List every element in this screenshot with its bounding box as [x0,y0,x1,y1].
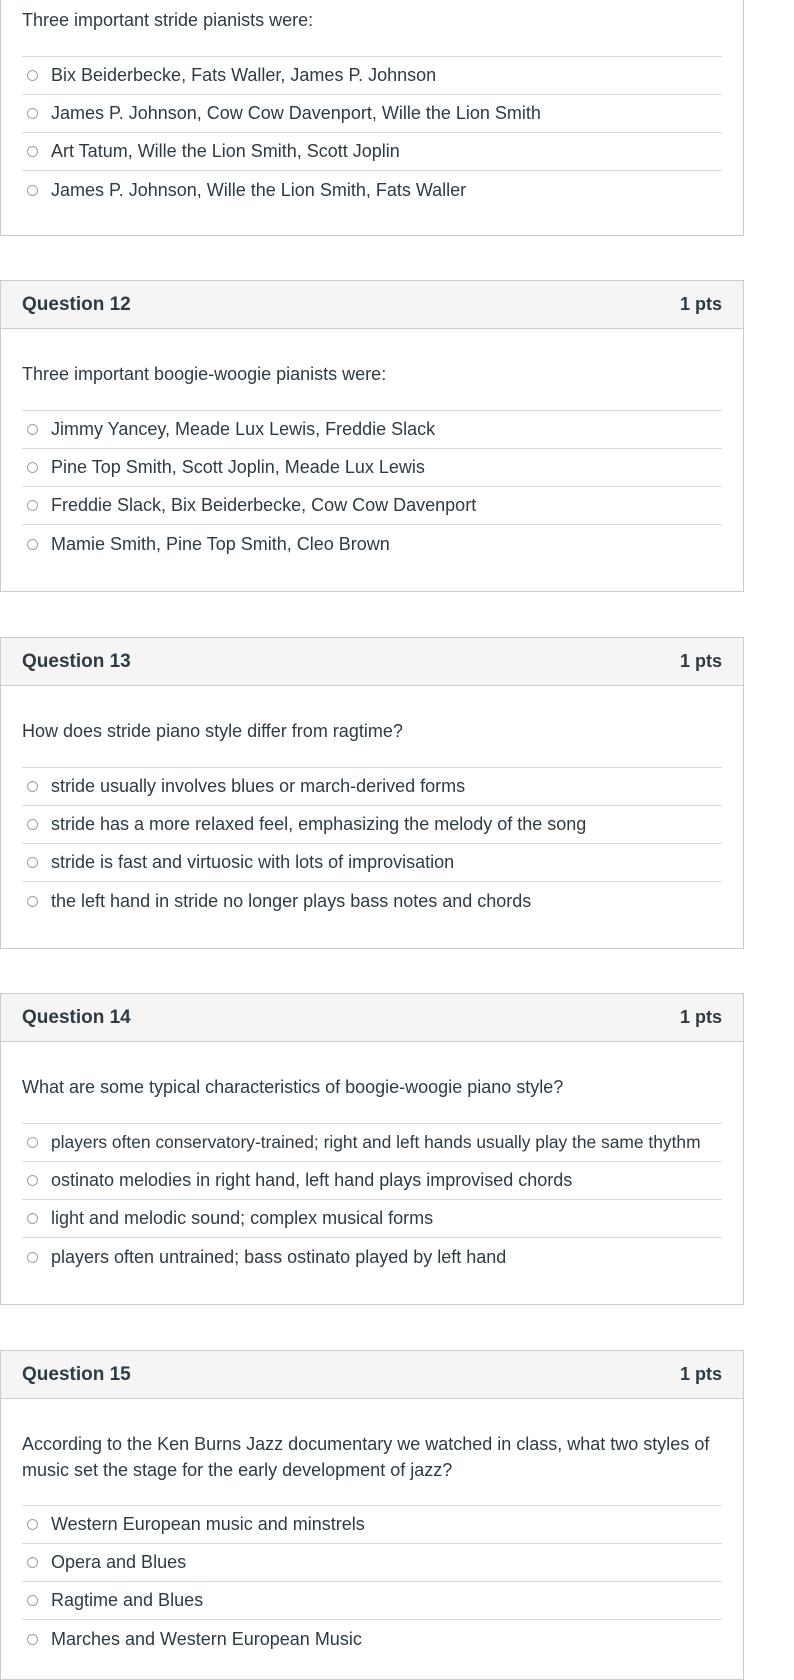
answer-label: Pine Top Smith, Scott Joplin, Meade Lux Lewis [51,457,425,477]
answer-list [22,410,722,563]
radio-button[interactable] [27,70,38,81]
answer-option[interactable] [22,57,722,95]
answer-option[interactable] [22,133,722,171]
question-points: 1 pts [679,651,722,671]
answer-label: Ragtime and Blues [51,1590,204,1610]
answer-label: Art Tatum, Wille the Lion Smith, Scott Joplin [51,141,400,161]
question-header [1,281,743,329]
radio-button[interactable] [27,896,38,907]
answer-option[interactable] [22,1582,722,1620]
answer-option[interactable] [22,525,722,563]
radio-button[interactable] [27,1175,38,1186]
answer-label: Western European music and minstrels [51,1514,365,1534]
answer-option[interactable] [22,411,722,449]
answer-option[interactable] [22,768,722,806]
question-text: Three important stride pianists were: [22,10,314,30]
answer-option[interactable] [22,1200,722,1238]
answer-option[interactable] [22,1238,722,1276]
answer-list [22,1505,722,1658]
question-card-13 [0,637,744,949]
radio-button[interactable] [27,539,38,550]
question-text: According to the Ken Burns Jazz documentary we watched in class, what two styles of music set the stage for the early development of jazz? [22,1434,710,1480]
answer-label: stride is fast and virtuosic with lots of improvisation [51,852,455,872]
answer-option[interactable] [22,171,722,209]
radio-button[interactable] [27,857,38,868]
radio-button[interactable] [27,500,38,511]
answer-list [22,767,722,920]
answer-label: stride usually involves blues or march-derived forms [51,776,466,796]
answer-option[interactable] [22,449,722,487]
answer-label: ostinato melodies in right hand, left hand plays improvised chords [51,1170,573,1190]
question-title: Question 15 [22,1363,131,1385]
answer-option[interactable] [22,806,722,844]
answer-list [22,1123,722,1276]
question-text: What are some typical characteristics of boogie-woogie piano style? [22,1077,564,1097]
answer-option[interactable] [22,1544,722,1582]
answer-label: Marches and Western European Music [51,1628,362,1649]
answer-label: James P. Johnson, Wille the Lion Smith, Fats Waller [51,179,467,200]
radio-button[interactable] [27,1634,38,1645]
answer-label: light and melodic sound; complex musical forms [51,1208,434,1228]
question-card-12 [0,280,744,592]
question-text: How does stride piano style differ from ragtime? [22,721,403,741]
radio-button[interactable] [27,781,38,792]
answer-label: Opera and Blues [51,1552,187,1572]
question-points: 1 pts [679,1007,722,1027]
radio-button[interactable] [27,185,38,196]
question-points: 1 pts [679,294,722,314]
radio-button[interactable] [27,819,38,830]
answer-label: Freddie Slack, Bix Beiderbecke, Cow Cow Davenport [51,495,477,515]
radio-button[interactable] [27,146,38,157]
question-header [1,638,743,686]
question-title: Question 14 [22,1006,131,1028]
question-points: 1 pts [679,1364,722,1384]
question-text: Three important boogie-woogie pianists were: [22,364,387,384]
answer-label: players often untrained; bass ostinato played by left hand [51,1246,507,1267]
radio-button[interactable] [27,1595,38,1606]
radio-button[interactable] [27,1213,38,1224]
question-header [1,994,743,1042]
answer-option[interactable] [22,95,722,133]
answer-label: stride has a more relaxed feel, emphasizing the melody of the song [51,814,587,834]
answer-label: Mamie Smith, Pine Top Smith, Cleo Brown [51,533,390,554]
radio-button[interactable] [27,462,38,473]
question-title: Question 13 [22,650,131,672]
answer-option[interactable] [22,1620,722,1658]
radio-button[interactable] [27,1557,38,1568]
answer-option[interactable] [22,487,722,525]
answer-option[interactable] [22,1162,722,1200]
answer-label: the left hand in stride no longer plays bass notes and chords [51,890,532,911]
question-card-14 [0,993,744,1305]
answer-label: Jimmy Yancey, Meade Lux Lewis, Freddie Slack [51,419,436,439]
radio-button[interactable] [27,108,38,119]
question-card-11 [0,0,744,236]
question-card-15 [0,1350,744,1680]
answer-option[interactable] [22,844,722,882]
answer-list [22,56,722,209]
radio-button[interactable] [27,1252,38,1263]
answer-label: Bix Beiderbecke, Fats Waller, James P. Johnson [51,65,437,85]
answer-option[interactable] [22,1124,722,1162]
answer-option[interactable] [22,1506,722,1544]
answer-label: James P. Johnson, Cow Cow Davenport, Wille the Lion Smith [51,103,541,123]
question-header [1,1351,743,1399]
question-title: Question 12 [22,293,131,315]
radio-button[interactable] [27,1519,38,1530]
radio-button[interactable] [27,424,38,435]
radio-button[interactable] [27,1137,38,1148]
answer-label: players often conservatory-trained; right and left hands usually play the same thythm [51,1132,701,1152]
answer-option[interactable] [22,882,722,920]
